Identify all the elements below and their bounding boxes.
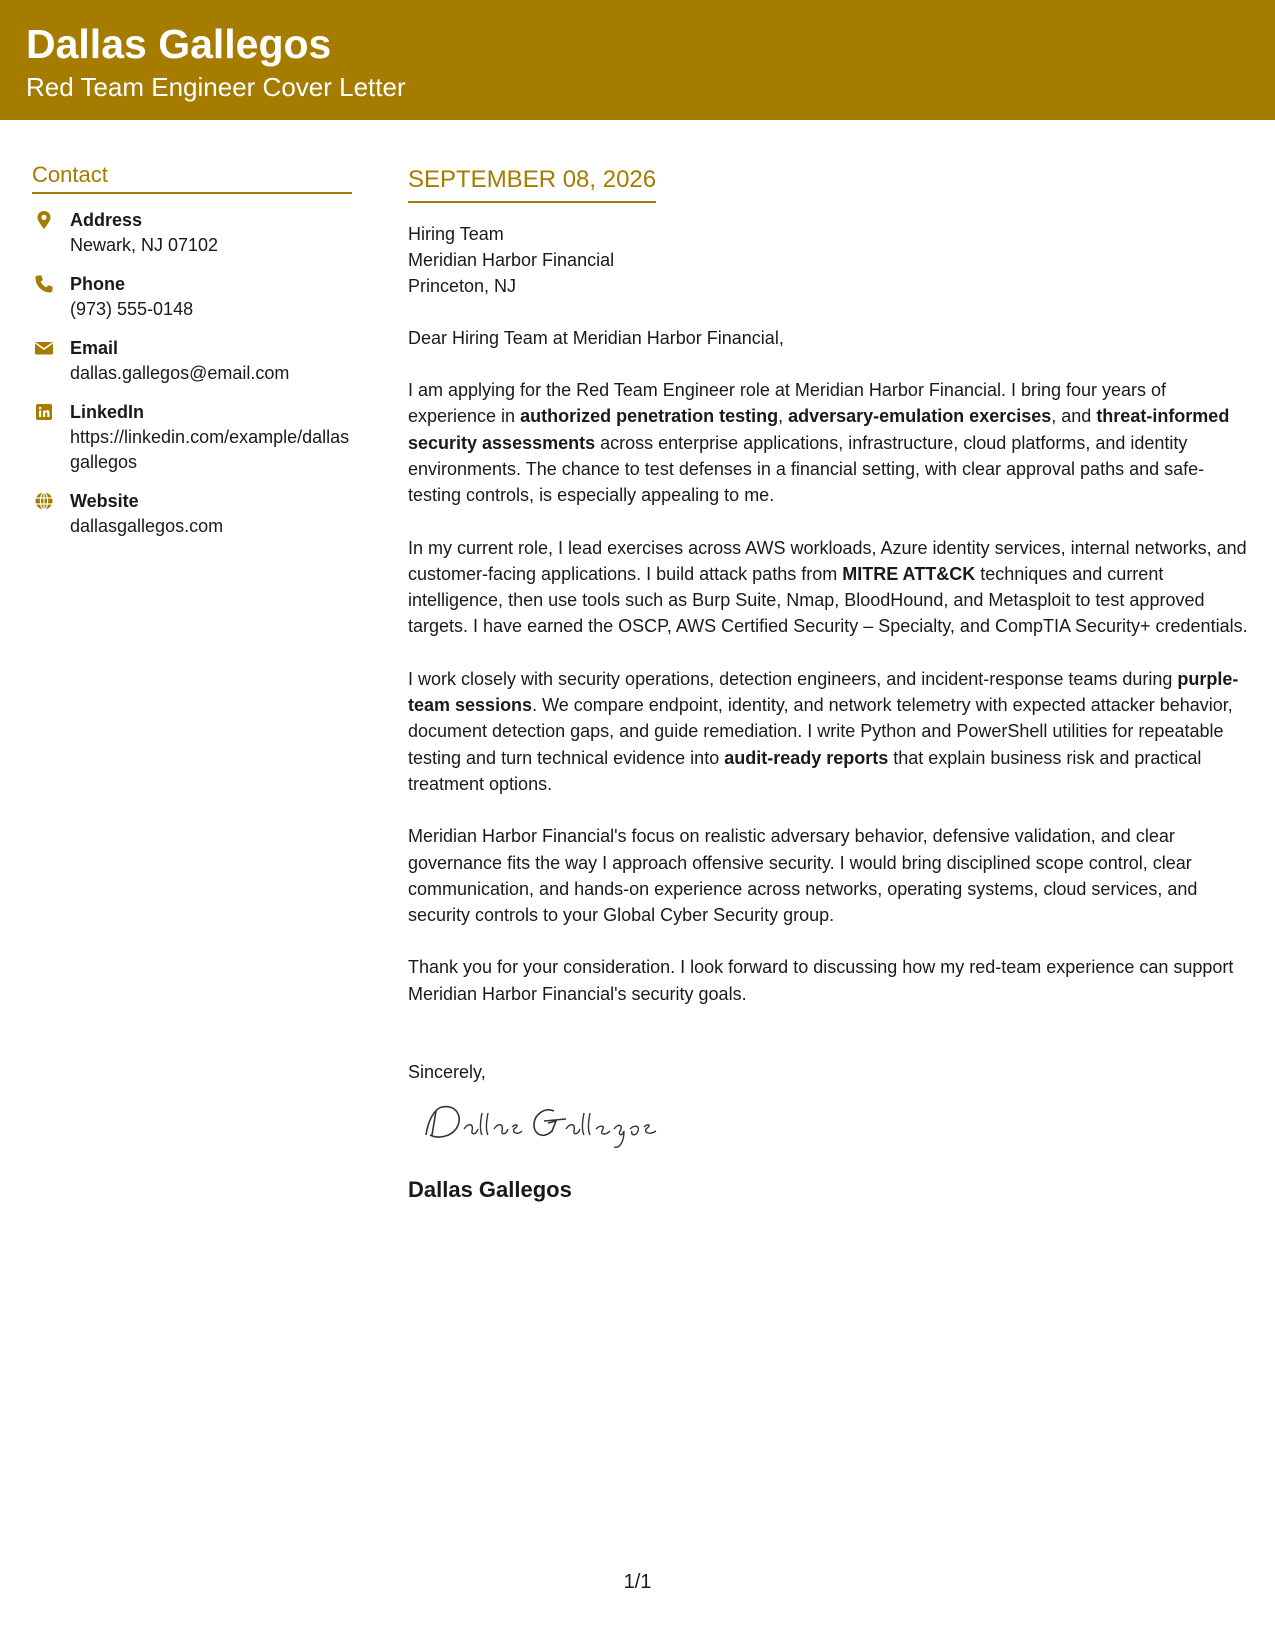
document-subtitle: Red Team Engineer Cover Letter (26, 72, 406, 102)
letter-date: SEPTEMBER 08, 2026 (408, 166, 656, 203)
highlight-text: authorized penetration testing (520, 406, 779, 427)
linkedin-icon (34, 402, 54, 422)
contact-item-linkedin (32, 400, 352, 475)
contact-item-address (32, 208, 352, 258)
phone-value: (973) 555-0148 (70, 299, 194, 320)
recipient-line: Meridian Harbor Financial (408, 249, 615, 270)
linkedin-value[interactable]: https://linkedin.com/example/dallasgallegos (70, 427, 350, 473)
phone-icon (34, 274, 54, 294)
handwritten-signature (408, 1091, 1253, 1153)
recipient-block (408, 221, 1253, 299)
paragraph-3: I work closely with security operations, detection engineers, and incident-response teams during purple-team sessions. We compare endpoint, identity, and network telemetry with expected attacker behavior, document detection gaps, and guide remediation. I write Python and PowerShell utilities for repeatable testing and turn technical evidence into audit-ready reports that explain business risk and practical treatment options. (408, 668, 1239, 794)
contact-label: Website (70, 491, 139, 512)
highlight-text: threat-informed security assessments (408, 406, 1230, 453)
highlight-text: purple-team sessions (408, 668, 1239, 716)
contact-label: Phone (70, 274, 126, 295)
map-pin-icon (34, 210, 54, 230)
signed-name: Dallas Gallegos (408, 1177, 572, 1203)
page-number: 1/1 (623, 1571, 652, 1593)
paragraph-5: Thank you for your consideration. I look forward to discussing how my red-team experience can support Meridian Harbor Financial's security goals. (408, 957, 1234, 1004)
contact-item-email (32, 336, 352, 386)
paragraph-4: Meridian Harbor Financial's focus on realistic adversary behavior, defensive validation, and clear governance fits the way I approach offensive security. I would bring disciplined scope control, clear communication, and hands-on experience across networks, operating systems, cloud services, and security controls to your Global Cyber Security group. (408, 826, 1198, 926)
contact-label: Email (70, 338, 119, 359)
contact-label: Address (70, 210, 143, 231)
paragraph-1: I am applying for the Red Team Engineer role at Meridian Harbor Financial. I bring four years of experience in authorized penetration testing, adversary-emulation exercises, and threat-informed security assessments across enterprise applications, infrastructure, cloud platforms, and identity environments. The chance to test defenses in a financial setting, with clear approval paths and safe-testing controls, is especially appealing to me. (408, 380, 1230, 506)
contact-sidebar (32, 162, 352, 553)
address-value: Newark, NJ 07102 (70, 235, 219, 256)
salutation: Dear Hiring Team at Meridian Harbor Financial, (408, 327, 784, 348)
paragraph-2: In my current role, I lead exercises across AWS workloads, Azure identity services, internal networks, and customer-facing applications. I build attack paths from MITRE ATT&CK techniques and current intelligence, then use tools such as Burp Suite, Nmap, BloodHound, and Metasploit to test approved targets. I have earned the OSCP, AWS Certified Security – Specialty, and CompTIA Security+ credentials. (408, 537, 1248, 637)
highlight-text: adversary-emulation exercises (788, 406, 1052, 427)
contact-item-website (32, 489, 352, 539)
envelope-icon (34, 338, 54, 358)
highlight-text: audit-ready reports (724, 747, 889, 768)
signature-image (416, 1091, 666, 1153)
contact-heading: Contact (32, 162, 352, 194)
applicant-name: Dallas Gallegos (26, 21, 332, 67)
recipient-line: Hiring Team (408, 223, 504, 244)
recipient-line: Princeton, NJ (408, 275, 517, 296)
email-value[interactable]: dallas.gallegos@email.com (70, 363, 290, 384)
website-value[interactable]: dallasgallegos.com (70, 516, 224, 537)
contact-item-phone (32, 272, 352, 322)
letter-body (408, 166, 1253, 1204)
contact-label: LinkedIn (70, 402, 145, 423)
globe-icon (34, 491, 54, 511)
closing: Sincerely, (408, 1062, 486, 1083)
header-banner (0, 0, 1275, 120)
highlight-text: MITRE ATT&CK (842, 563, 976, 584)
